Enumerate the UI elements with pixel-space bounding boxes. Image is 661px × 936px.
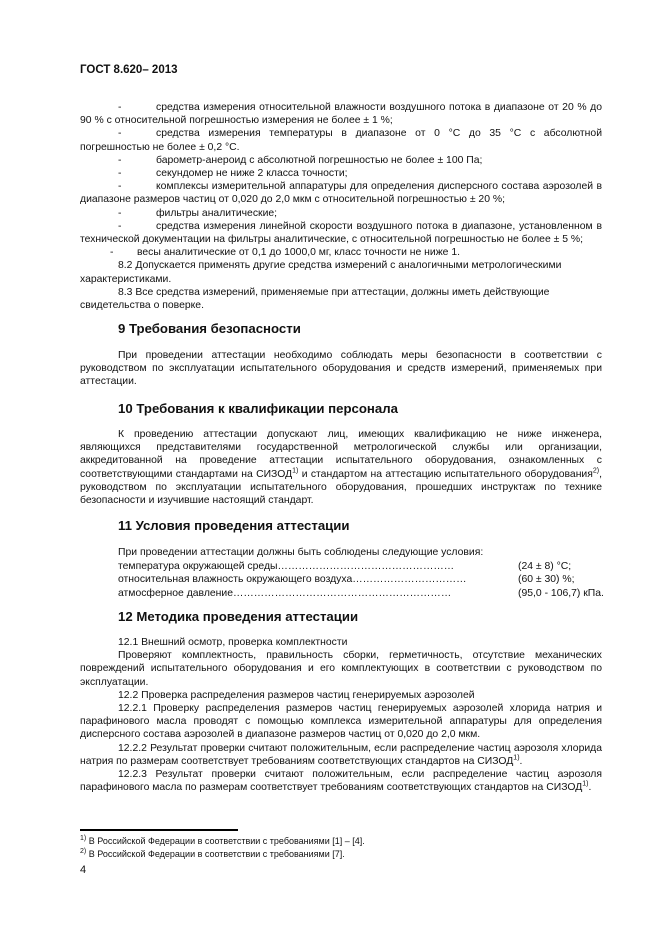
condition-row: температура окружающей среды…………………………………………… (24 ± 8) °С; <box>118 560 572 572</box>
conditions-intro: При проведении аттестации должны быть соблюдены следующие условия: <box>118 547 484 558</box>
paragraph: К проведению аттестации допускают лиц, имеющих квалификацию не ниже инженера, являющихся представителями государственной метрологической службы или организации, аккредитованной на проведение аттестации испытательного оборудования, ознакомленных с соответствующими стандартами на СИЗОД$^{1)}$ и стандартом на аттестацию испытательного оборудования$^{2)}$, руководством по эксплуатации испытательного оборудования, прошедших инструктаж по технике безопасности и изучившие настоящий стандарт. <box>80 429 602 507</box>
list-item: - комплексы измерительной аппаратуры для определения дисперсного состава аэрозолей в диапазоне размеров частиц от 0,020 до 2,0 мкм с относительной погрешностью ± 20 %; <box>80 181 602 206</box>
section-12-title: 12 Методика проведения аттестации <box>118 609 359 624</box>
paragraph: При проведении аттестации необходимо соблюдать меры безопасности в соответствии с руководством по эксплуатации испытательного оборудования и средств измерений, применяемых при аттестации. <box>80 350 602 388</box>
footnote: $^{2)}$ В Российской Федерации в соответствии с требованиями [7]. <box>80 848 345 859</box>
list-item: - секундомер не ниже 2 класса точности; <box>118 168 348 180</box>
section-9-body <box>80 349 602 389</box>
paragraph-8-2: 8.2 Допускается применять другие средства измерений с аналогичными метрологическими характеристиками. <box>80 260 562 285</box>
page-number: 4 <box>80 864 87 876</box>
list-item: - весы аналитические от 0,1 до 1000,0 мг, класс точности не ниже 1. <box>110 247 461 259</box>
condition-row: атмосферное давление……………………………………………………… (95,0 - 106,7) кПа. <box>118 587 604 599</box>
paragraph-12-2-1: 12.2.1 Проверку распределения размеров частиц генерируемых аэрозолей хлорида натрия и парафинового масла проводят с помощью комплекса измерительной аппаратуры для определения дисперсного состава аэрозолей в диапазоне размеров частиц от 0,020 до 2,0 мкм. <box>80 703 602 741</box>
condition-row: относительная влажность окружающего воздуха…………………………… (60 ± 30) %; <box>118 574 575 585</box>
list-item: - барометр-анероид с абсолютной погрешностью не более ± 100 Па; <box>118 154 483 166</box>
paragraph-12-2-3: 12.2.3 Результат проверки считают положительным, если распределение частиц аэрозоля парафинового масла по размерам соответствует требованиям соответствующих стандартов на СИЗОД$^{1)}$. <box>80 769 602 794</box>
footnote-ref: 1) <box>582 780 589 788</box>
subsection-12-2-title: 12.2 Проверка распределения размеров частиц генерируемых аэрозолей <box>118 689 475 701</box>
section-11-title: 11 Условия проведения аттестации <box>118 518 350 533</box>
list-item: - средства измерения линейной скорости воздушного потока в диапазоне, установленном в технической документации на фильтры аналитические, с относительной погрешностью не более ± 5 %; <box>80 220 602 246</box>
paragraph: Проверяют комплектность, правильность сборки, герметичность, отсутствие механических повреждений испытательного оборудования и его комплектующих в соответствии с руководством по эксплуатации. <box>80 650 602 688</box>
paragraph-12-2-2: 12.2.2 Результат проверки считают положительным, если распределение частиц аэрозоля хлорида натрия по размерам соответствует требованиям соответствующих стандартов на СИЗОД$^{1)}$. <box>80 742 602 767</box>
document-header: ГОСТ 8.620– 2013 <box>80 64 178 76</box>
list-item: - средства измерения относительной влажности воздушного потока в диапазоне от 20 % до 90 % с относительной погрешностью измерения не более ± 1 %; <box>80 102 602 127</box>
list-item: - фильтры аналитические; <box>118 207 278 219</box>
equipment-list <box>80 101 602 312</box>
footnote-ref: 1) <box>513 754 520 762</box>
section-10-title: 10 Требования к квалификации персонала <box>118 401 398 416</box>
footnote-ref: 1) <box>292 467 299 475</box>
section-9-title: 9 Требования безопасности <box>118 321 301 336</box>
list-item: - средства измерения температуры в диапазоне от 0 °С до 35 °С с абсолютной погрешностью не более ± 0,2 °С. <box>80 128 602 153</box>
section-12-body <box>80 636 602 794</box>
conditions-list <box>118 546 608 600</box>
section-10-body <box>80 428 602 507</box>
paragraph-8-3: 8.3 Все средства измерений, применяемые при аттестации, должны иметь действующие свидетельства о поверке. <box>80 286 550 312</box>
footnote-divider <box>80 829 238 831</box>
subsection-12-1-title: 12.1 Внешний осмотр, проверка комплектности <box>118 637 348 648</box>
footnote: $^{1)}$ В Российской Федерации в соответствии с требованиями [1] – [4]. <box>80 835 365 846</box>
footnote-ref: 2) <box>592 467 600 475</box>
